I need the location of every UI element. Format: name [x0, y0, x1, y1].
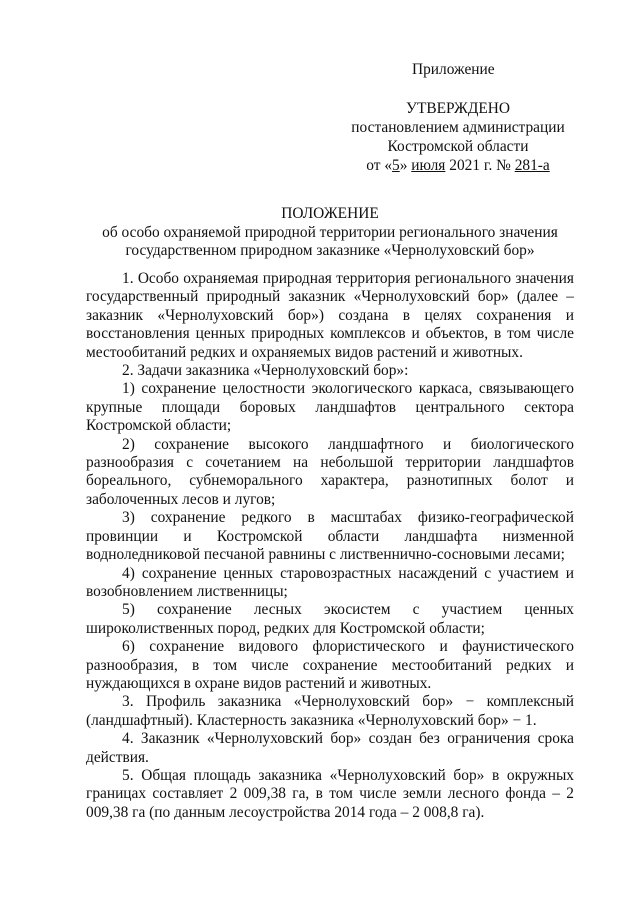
date-prefix: от « [366, 157, 393, 174]
date-mid: » [399, 157, 412, 174]
approved-by-resolution: постановлением администрации [351, 119, 565, 136]
paragraph-5: 5. Общая площадь заказника «Чернолуховский бор» в окружных границах составляет 2 009,38 га, в том числе земли лесного фонда – 2 009,38 га (по данным лесоустройства 2014 года – 2 008,8 га). [86, 766, 574, 821]
approval-date-line [340, 156, 576, 175]
paragraph-4: 4. Заказник «Чернолуховский бор» создан без ограничения срока действия. [86, 730, 574, 766]
paragraph-2: 2. Задачи заказника «Чернолуховский бор»: [122, 362, 409, 380]
title-line-2: об особо охраняемой природной территории регионального значения [102, 223, 558, 241]
paragraph-3: 3. Профиль заказника «Чернолуховский бор» − комплексный (ландшафтный). Кластерность заказника «Чернолуховский бор» − 1. [86, 693, 574, 729]
date-day: 5 [392, 157, 400, 174]
paragraph-2-item-3: 3) сохранение редкого в масштабах физико-географической провинции и Костромской области ландшафта низменной водноледниковой песчаной равнины с лиственнично-сосновыми лесами; [86, 509, 574, 564]
document-body [86, 270, 574, 822]
date-month: июля [411, 157, 446, 174]
paragraph-2-item-5: 5) сохранение лесных экосистем с участием ценных широколиственных пород, редких для Костромской области; [86, 601, 574, 637]
title-line-3: государственном природном заказнике «Чернолуховский бор» [125, 242, 535, 259]
paragraph-2-item-1: 1) сохранение целостности экологического каркаса, связывающего крупные площади боровых ландшафтов центрального сектора Костромской области; [86, 380, 574, 435]
approved-label: УТВЕРЖДЕНО [406, 100, 510, 117]
approval-block [340, 99, 576, 175]
document-number: 281-а [514, 157, 550, 174]
title-heading: ПОЛОЖЕНИЕ [281, 205, 379, 222]
date-year: 2021 г. № [445, 157, 515, 174]
paragraph-1: 1. Особо охраняемая природная территория регионального значения государственный природный заказник «Чернолуховский бор» (далее – заказник «Чернолуховский бор») создана в целях сохранения и восстановления ценных природных комплексов и объектов, в том числе местообитаний редких и охраняемых видов растений и животных. [86, 270, 574, 361]
approved-region: Костромской области [387, 138, 529, 155]
paragraph-2-item-2: 2) сохранение высокого ландшафтного и биологического разнообразия с сочетанием на небольшой территории ландшафтов бореального, субнеморального характера, разнотипных болот и заболоченных лесов и лугов; [86, 435, 574, 508]
appendix-label: Приложение [412, 61, 495, 78]
paragraph-2-item-6: 6) сохранение видового флористического и фаунистического разнообразия, в том числе сохранение местообитаний редких и нуждающихся в охране видов растений и животных. [86, 638, 574, 692]
document-title [86, 205, 574, 261]
paragraph-2-item-4: 4) сохранение ценных старовозрастных насаждений с участием и возобновлением лиственницы; [86, 564, 574, 600]
